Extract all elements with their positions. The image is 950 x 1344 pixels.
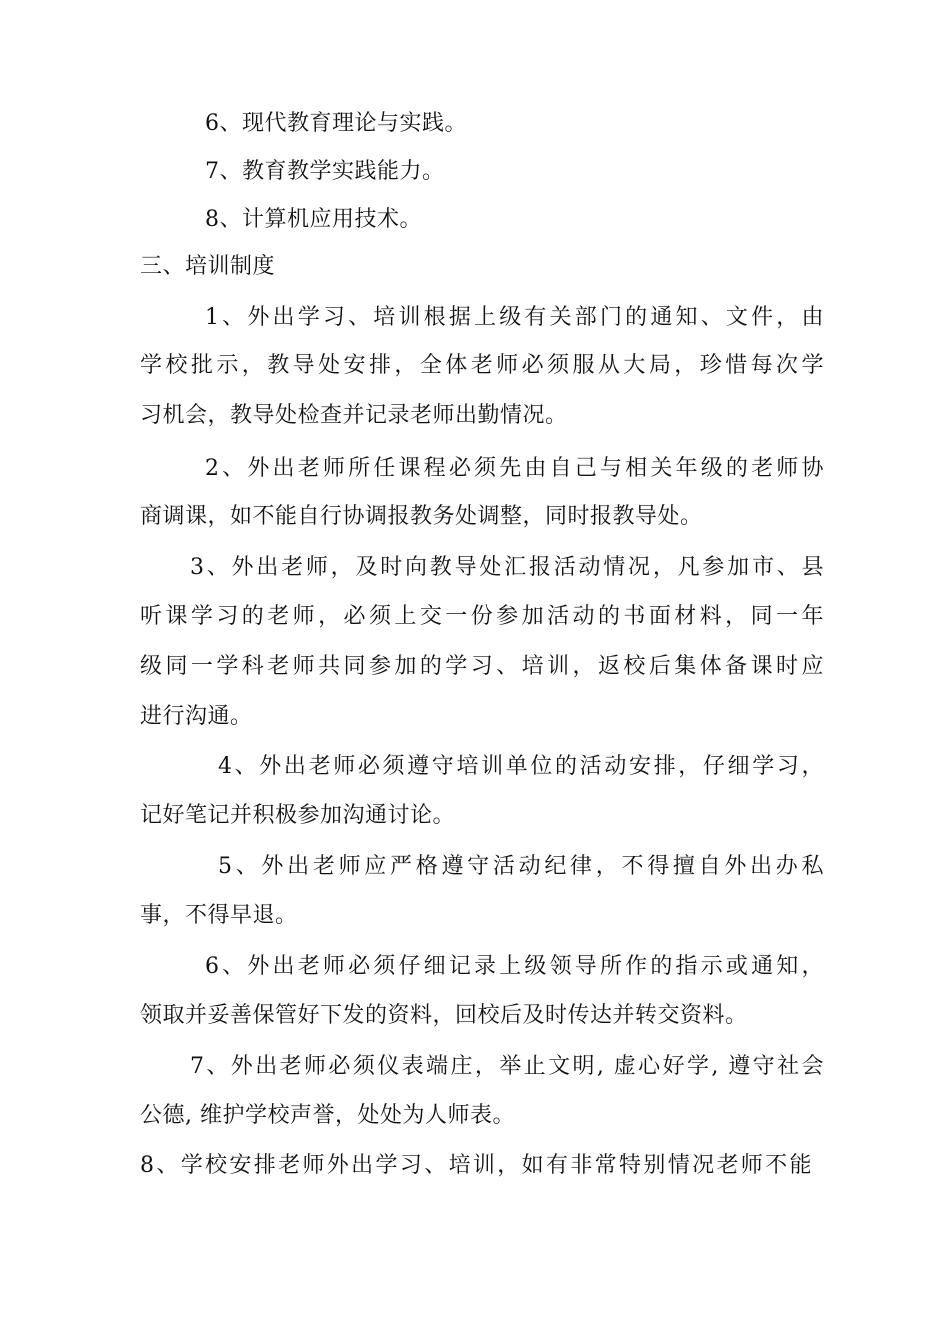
rule-2-line-2: 商调课，如不能自行协调报教务处调整，同时报教导处。	[140, 504, 703, 529]
rule-2-line-1: 2、外出老师所任课程必须先由自己与相关年级的老师协	[205, 456, 824, 481]
section-title: 三、培训制度	[140, 254, 276, 279]
list-item-8: 8、计算机应用技术。	[205, 207, 422, 232]
rule-6-line-1: 6、外出老师必须仔细记录上级领导所作的指示或通知，	[205, 954, 824, 979]
rule-3-line-3: 级同一学科老师共同参加的学习、培训，返校后集体备课时应	[140, 654, 824, 679]
rule-3-line-2: 听课学习的老师，必须上交一份参加活动的书面材料，同一年	[140, 604, 824, 629]
rule-3-line-4: 进行沟通。	[140, 704, 253, 729]
rule-7-line-2: 公德, 维护学校声誉，处处为人师表。	[140, 1103, 515, 1128]
rule-1-line-2: 学校批示，教导处安排，全体老师必须服从大局，珍惜每次学	[140, 353, 824, 378]
rule-5-line-1: 5、外出老师应严格遵守活动纪律，不得擅自外出办私	[218, 854, 824, 879]
rule-7-line-1: 7、外出老师必须仪表端庄，举止文明, 虚心好学, 遵守社会	[190, 1054, 824, 1079]
rule-8-line-1: 8、学校安排老师外出学习、培训，如有非常特别情况老师不能	[140, 1153, 812, 1178]
rule-4-line-2: 记好笔记并积极参加沟通讨论。	[140, 803, 456, 828]
rule-1-line-3: 习机会，教导处检查并记录老师出勤情况。	[140, 403, 568, 428]
rule-5-line-2: 事，不得早退。	[140, 903, 298, 928]
rule-6-line-2: 领取并妥善保管好下发的资料，回校后及时传达并转交资料。	[140, 1003, 748, 1028]
list-item-6: 6、现代教育理论与实践。	[205, 111, 467, 136]
rule-3-line-1: 3、外出老师，及时向教导处汇报活动情况，凡参加市、县	[190, 555, 824, 580]
rule-4-line-1: 4、外出老师必须遵守培训单位的活动安排，仔细学习，	[218, 754, 824, 779]
list-item-7: 7、教育教学实践能力。	[205, 159, 445, 184]
rule-1-line-1: 1、外出学习、培训根据上级有关部门的通知、文件，由	[205, 305, 824, 330]
